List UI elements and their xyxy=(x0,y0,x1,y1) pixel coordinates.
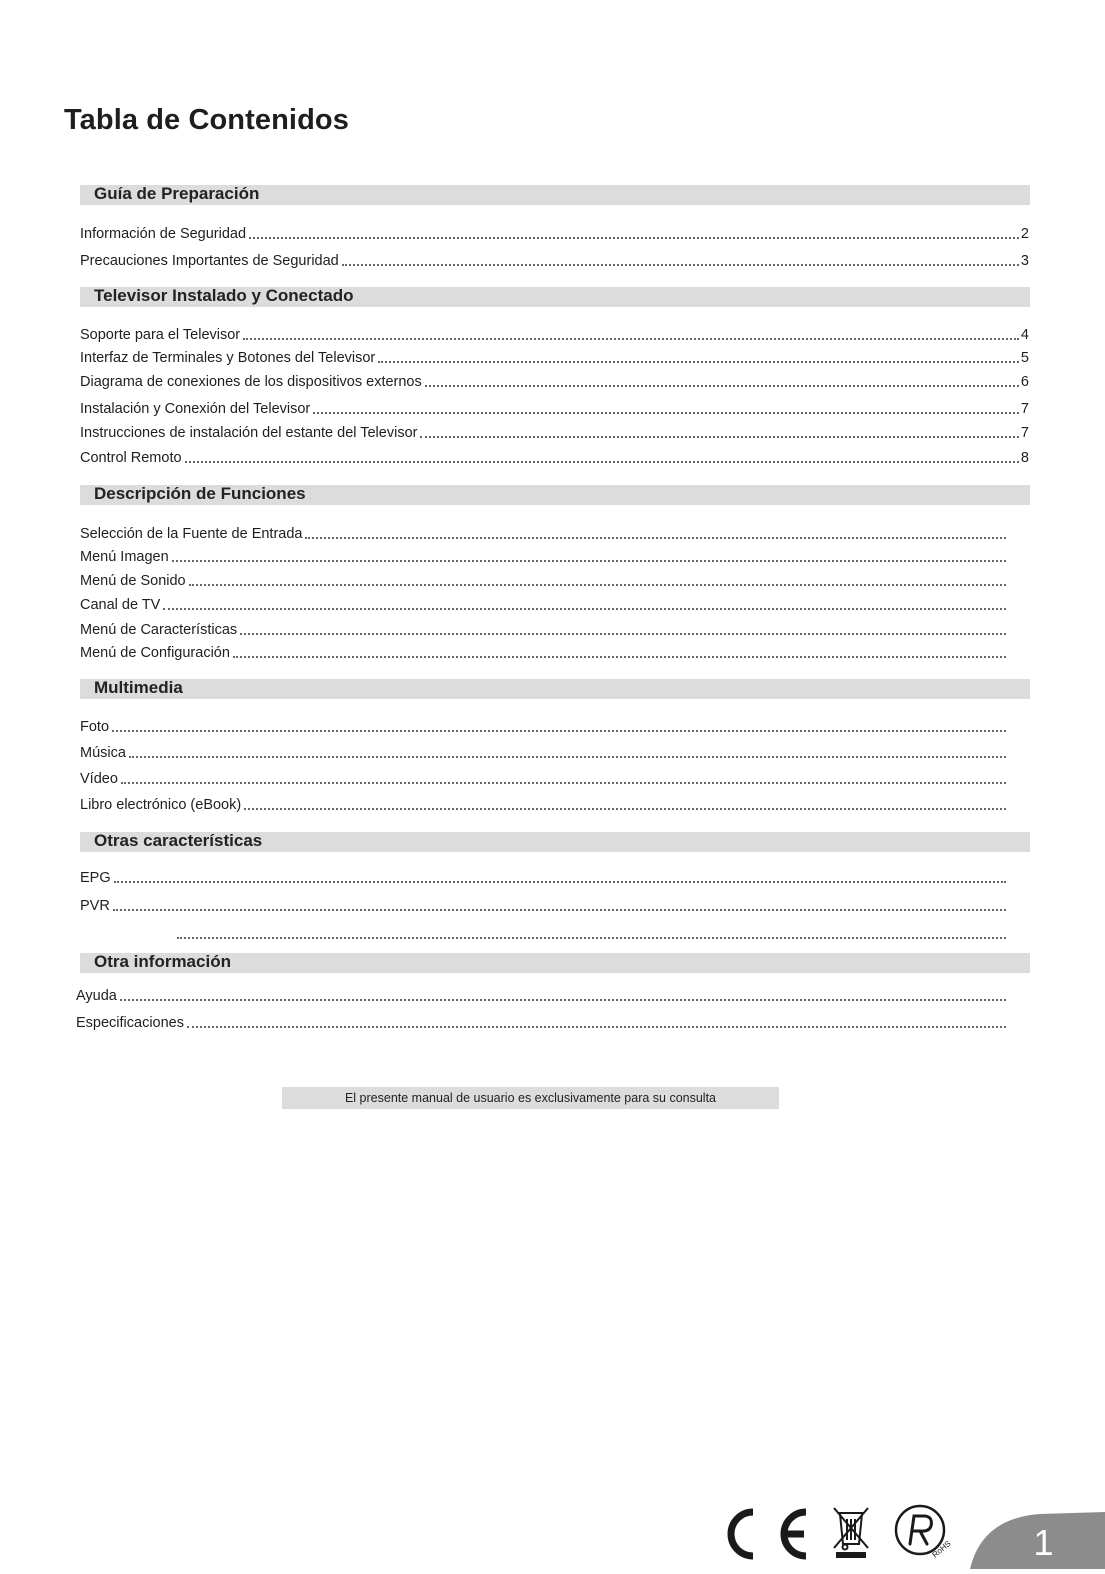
section-heading-label: Multimedia xyxy=(94,678,183,697)
dot-leader xyxy=(121,782,1006,784)
toc-entry-label: Menú de Sonido xyxy=(80,573,186,589)
toc-entry-especificaciones[interactable] xyxy=(76,1012,1008,1032)
ce-mark-icon xyxy=(731,1512,806,1556)
toc-entry-page: 3 xyxy=(1020,253,1029,269)
compliance-logos-svg xyxy=(726,1500,956,1569)
dot-leader xyxy=(243,338,1019,340)
toc-entry-label: EPG xyxy=(80,870,111,886)
dot-leader xyxy=(233,656,1006,658)
toc-entry-label: Menú de Características xyxy=(80,622,238,638)
dot-leader xyxy=(305,537,1006,539)
dot-leader xyxy=(120,999,1006,1001)
section-heading-multimedia xyxy=(80,679,1030,699)
dot-leader xyxy=(177,937,1006,939)
toc-entry-instalacion-conexion[interactable] xyxy=(80,398,1029,418)
section-heading-label: Televisor Instalado y Conectado xyxy=(94,286,354,305)
dot-leader xyxy=(112,730,1006,732)
dot-leader xyxy=(378,361,1019,363)
toc-entry-foto[interactable] xyxy=(80,716,1008,736)
toc-entry-ayuda[interactable] xyxy=(76,985,1008,1005)
dot-leader xyxy=(244,808,1006,810)
toc-entry-seleccion-fuente[interactable] xyxy=(80,523,1008,543)
toc-entry-page: 8 xyxy=(1020,450,1029,466)
toc-entry-page: 4 xyxy=(1020,327,1029,343)
toc-entry-control-remoto[interactable] xyxy=(80,447,1029,467)
dot-leader xyxy=(313,412,1019,414)
dot-leader xyxy=(187,1026,1006,1028)
toc-entry-label: Soporte para el Televisor xyxy=(80,327,241,343)
toc-entry-label: Menú de Configuración xyxy=(80,645,230,661)
toc-entry-label: Información de Seguridad xyxy=(80,226,247,242)
toc-entry-interfaz-terminales[interactable] xyxy=(80,347,1029,367)
section-heading-descripcion-funciones xyxy=(80,485,1030,505)
toc-entry-instrucciones-estante[interactable] xyxy=(80,422,1029,442)
section-heading-label: Otra información xyxy=(94,952,231,971)
toc-entry-menu-sonido[interactable] xyxy=(80,570,1008,590)
dot-leader xyxy=(249,237,1019,239)
toc-entry-canal-tv[interactable] xyxy=(80,594,1008,614)
toc-entry-blank xyxy=(174,923,1008,943)
toc-entry-diagrama-conexiones[interactable] xyxy=(80,371,1029,391)
section-heading-guia-preparacion xyxy=(80,185,1030,205)
dot-leader xyxy=(163,608,1006,610)
dot-leader xyxy=(189,584,1006,586)
toc-entry-ebook[interactable] xyxy=(80,794,1008,814)
toc-entry-informacion-seguridad[interactable] xyxy=(80,223,1029,243)
toc-entry-label: Precauciones Importantes de Seguridad xyxy=(80,253,339,269)
rohs-label: RoHS xyxy=(930,1538,953,1560)
toc-entry-label: Selección de la Fuente de Entrada xyxy=(80,526,303,542)
toc-entry-label: Ayuda xyxy=(76,988,117,1004)
crossed-out-wheelie-bin-icon xyxy=(834,1508,868,1558)
toc-entry-label: Especificaciones xyxy=(76,1015,184,1031)
toc-entry-soporte[interactable] xyxy=(80,324,1029,344)
section-heading-label: Guía de Preparación xyxy=(94,184,260,203)
toc-entry-page: 6 xyxy=(1020,374,1029,390)
dot-leader xyxy=(113,909,1006,911)
toc-entry-page: 5 xyxy=(1020,350,1029,366)
toc-entry-label: Instalación y Conexión del Televisor xyxy=(80,401,311,417)
toc-entry-menu-configuracion[interactable] xyxy=(80,642,1008,662)
toc-entry-page: 7 xyxy=(1020,425,1029,441)
toc-entry-precauciones[interactable] xyxy=(80,250,1029,270)
dot-leader xyxy=(425,385,1019,387)
section-heading-label: Descripción de Funciones xyxy=(94,484,306,503)
toc-entry-label: Instrucciones de instalación del estante del Televisor xyxy=(80,425,418,441)
toc-entry-menu-caracteristicas[interactable] xyxy=(80,619,1008,639)
toc-entry-label: Foto xyxy=(80,719,110,735)
section-heading-televisor-instalado xyxy=(80,287,1030,307)
toc-entry-musica[interactable] xyxy=(80,742,1008,762)
section-heading-otra-informacion xyxy=(80,953,1030,973)
toc-entry-video[interactable] xyxy=(80,768,1008,788)
toc-entry-label: Interfaz de Terminales y Botones del Televisor xyxy=(80,350,376,366)
toc-entry-label: Vídeo xyxy=(80,771,118,787)
toc-entry-page: 7 xyxy=(1020,401,1029,417)
usage-notice: El presente manual de usuario es exclusivamente para su consulta xyxy=(282,1087,779,1109)
dot-leader xyxy=(172,560,1006,562)
toc-entry-pvr[interactable] xyxy=(80,895,1008,915)
toc-entry-label: Diagrama de conexiones de los dispositivos externos xyxy=(80,374,422,390)
page-number: 1 xyxy=(1033,1522,1054,1563)
section-heading-otras-caracteristicas xyxy=(80,832,1030,852)
rohs-icon xyxy=(896,1506,953,1560)
toc-entry-label: PVR xyxy=(80,898,110,914)
page-number-tab xyxy=(970,1512,1105,1569)
toc-entry-label: Música xyxy=(80,745,126,761)
compliance-logos xyxy=(726,1500,956,1569)
dot-leader xyxy=(240,633,1006,635)
section-heading-label: Otras características xyxy=(94,831,263,850)
dot-leader xyxy=(129,756,1006,758)
toc-entry-label: Menú Imagen xyxy=(80,549,169,565)
toc-entry-label: Control Remoto xyxy=(80,450,182,466)
toc-entry-label: Libro electrónico (eBook) xyxy=(80,797,242,813)
page-title: Tabla de Contenidos xyxy=(64,104,349,136)
toc-entry-epg[interactable] xyxy=(80,867,1008,887)
toc-entry-page: 2 xyxy=(1020,226,1029,242)
dot-leader xyxy=(342,264,1019,266)
dot-leader xyxy=(114,881,1006,883)
toc-entry-label: Canal de TV xyxy=(80,597,161,613)
dot-leader xyxy=(420,436,1018,438)
dot-leader xyxy=(185,461,1019,463)
toc-entry-menu-imagen[interactable] xyxy=(80,546,1008,566)
